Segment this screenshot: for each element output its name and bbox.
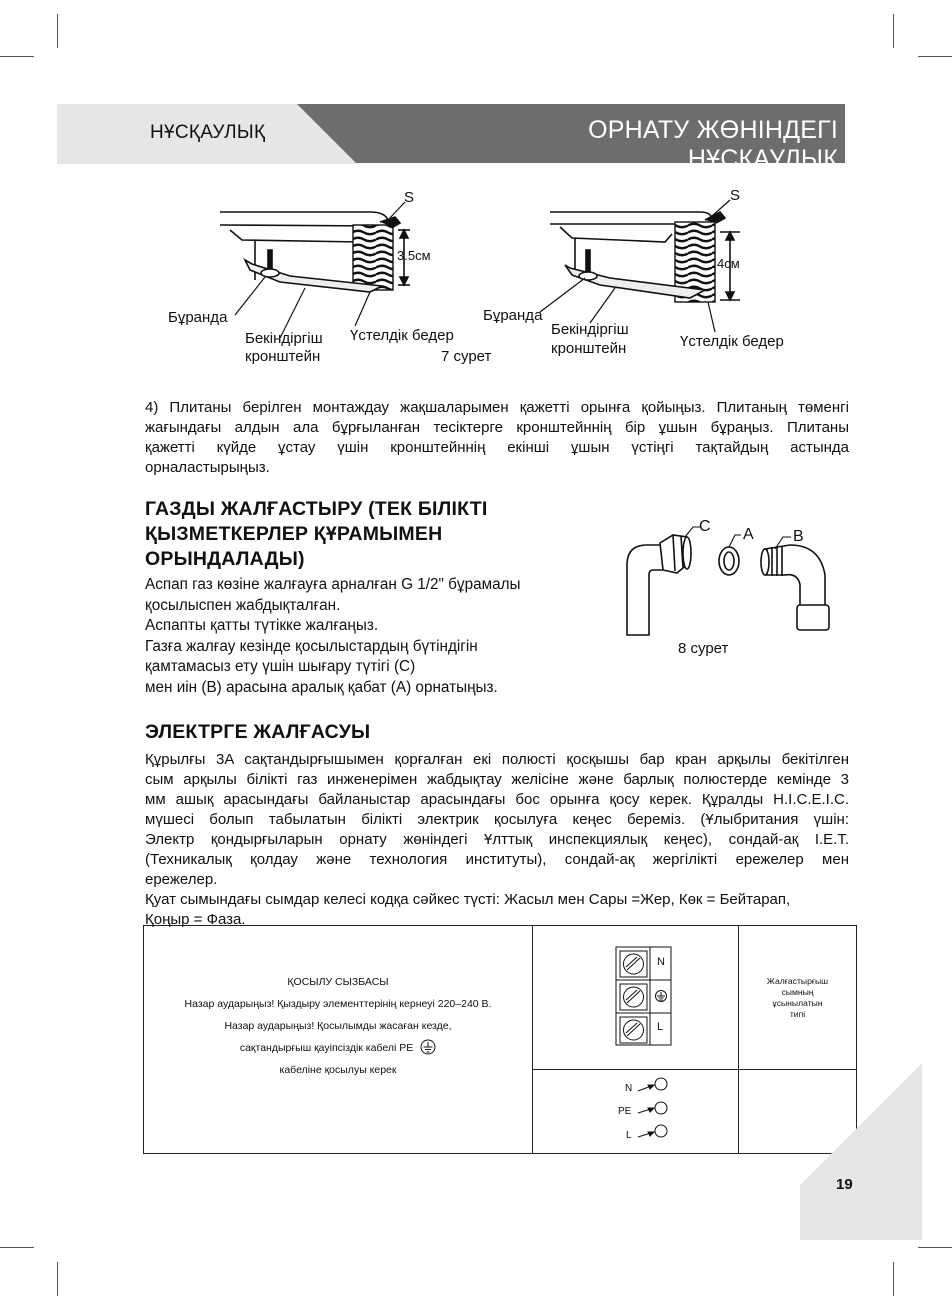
fig7-left-worktop-label: Үстелдік бедер: [350, 327, 454, 344]
fig7-right-worktop-label: Үстелдік бедер: [680, 333, 784, 350]
page-number: 19: [836, 1176, 853, 1193]
text-line: орналастырыңыз.: [145, 459, 270, 476]
text-line: Газға жалғау кезінде қосылыстардың бүтіндігін: [145, 637, 478, 655]
fig7-right-s-label: S: [730, 187, 741, 204]
text-line: Аспап газ көзіне жалғауға арналған G 1/2" бұрамалы: [145, 576, 521, 593]
fig7-left-dimension: 3.5см: [397, 248, 431, 263]
text-line: Электр қондырғыларын орнату жөніндегі Ұлттық инспекциялық кеңес), сондай-ақ I.E.T.: [145, 831, 849, 848]
fig7-right-bracket-label-2: кронштейн: [551, 340, 627, 357]
heading-line: ГАЗДЫ ЖАЛҒАСТЫРУ (ТЕК БІЛІКТІ: [145, 498, 488, 520]
text-line: Аспапты қатты түтікке жалғаңыз.: [145, 617, 379, 634]
electric-heading: ЭЛЕКТРГЕ ЖАЛҒАСУЫ: [145, 721, 371, 743]
connection-title: ҚОСЫЛУ СЫЗБАСЫ: [287, 975, 389, 988]
fig7-right-dimension: 4см: [717, 256, 740, 271]
cable-type-line: типі: [789, 1008, 806, 1019]
wire-l-label: L: [626, 1130, 632, 1141]
heading-line: ҚЫЗМЕТКЕРЛЕР ҚҰРАМЫМЕН: [145, 523, 443, 545]
text-line: жағындағы алдын ала бұрғыланған тесіктерге кронштейннің бір ұшын бұраңыз. Плитаны: [145, 419, 849, 436]
connection-note-1: Назар аударыңыз! Қыздыру элементтерінің кернеуі 220–240 В.: [184, 997, 492, 1010]
text-line: қамтамасыз ету үшін шығару түтігі (C): [145, 658, 416, 675]
text-line: сым арқылы білікті газ инженерімен жабдықтау желісіне және барлық полюстерде кемінде 3: [145, 771, 849, 788]
terminal-n-label: N: [657, 956, 665, 968]
cable-type-line: сымның: [781, 986, 814, 997]
cable-type-line: Жалғастырғыш: [766, 975, 829, 986]
connection-note-3: сақтандырғыш қауіпсіздік кабелі PE: [144, 1037, 532, 1059]
text-line: қосылыспен жабдықталған.: [145, 596, 341, 614]
text-line: Қуат сымындағы сымдар келесі кодқа сәйкес түсті: Жасыл мен Сары =Жер, Көк = Бейтарап,: [145, 891, 791, 908]
fig8-caption: 8 сурет: [678, 640, 729, 657]
terminal-l-label: L: [657, 1021, 664, 1033]
text-line: мен иін (B) арасына аралық қабат (A) орнатыңыз.: [145, 678, 498, 696]
wire-pe-label: PE: [618, 1106, 632, 1117]
header-right-title: ОРНАТУ ЖӨНІНДЕГІ НҰСҚАУЛЫҚ: [588, 116, 838, 173]
fig7-right-screw-label: Бұранда: [483, 307, 543, 324]
text-line: Құрылғы 3A сақтандырғышымен қорғалған екі полюсті қосқышы бар кран арқылы бекітілген: [145, 751, 849, 768]
cable-type-line: ұсынылатын: [772, 997, 823, 1008]
text-line: мм ашық арасындағы байланыстар арасындағы бос орынға қосу керек. Құралды H.I.C.E.I.C.: [145, 791, 849, 808]
text-line: мүшесі болып табылатын білікті электрик қосылуға кеңес береміз. (Ұлыбритания үшін:: [145, 811, 849, 828]
text-line: (Техникалық қолдау және технология институты), сондай-ақ жергілікті ережелер мен: [145, 851, 849, 868]
fig8-label-b: B: [793, 528, 804, 545]
wire-n-label: N: [625, 1083, 633, 1094]
heading-line: ОРЫНДАЛАДЫ): [145, 548, 305, 570]
fig7-left-screw-label: Бұранда: [168, 309, 228, 326]
text-line: қажетті күйде ұстау үшін кронштейннің екінші ұшын үстіңгі тақтайдың астында: [145, 439, 849, 456]
fig7-left-s-label: S: [404, 189, 415, 206]
connection-note-2: Назар аударыңыз! Қосылымды жасаған кезде,: [224, 1019, 452, 1032]
fig7-right-bracket-label: Бекіндіргіш: [551, 321, 629, 338]
text-line: 4) Плитаны берілген монтаждау жақшаларымен қажетті орынға қойыңыз. Плитаның төменгі: [145, 399, 849, 416]
fig7-left-bracket-label: Бекіндіргіш: [245, 330, 323, 347]
text-line: Қоңыр = Фаза.: [145, 911, 246, 928]
connection-note-4: кабеліне қосылуы керек: [279, 1063, 397, 1076]
fig8-label-c: C: [699, 518, 711, 535]
fig7-left-bracket-label-2: кронштейн: [245, 348, 321, 365]
fig7-caption: 7 сурет: [441, 348, 492, 365]
text-line: ережелер.: [145, 871, 218, 888]
fig8-label-a: A: [743, 526, 754, 543]
header-left-title: НҰСҚАУЛЫҚ: [150, 122, 266, 143]
